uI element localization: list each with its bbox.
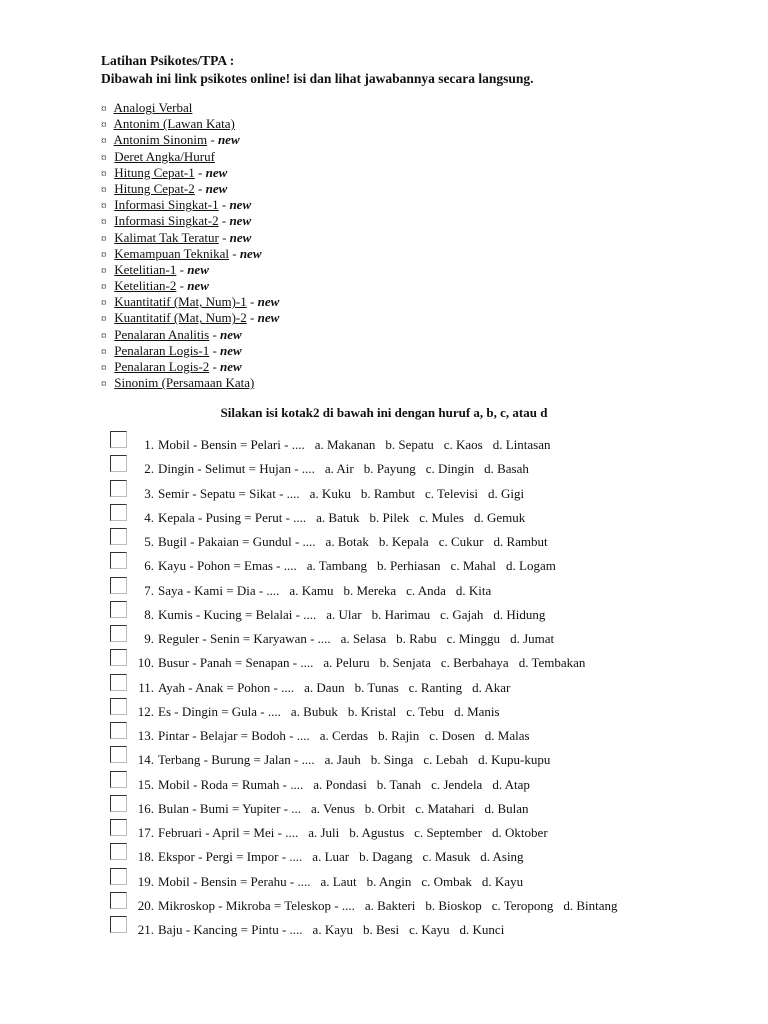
answer-option: a. Air (324, 461, 354, 477)
answer-option: b. Pilek (369, 509, 410, 525)
psikotes-link[interactable]: Hitung Cepat-1 (114, 164, 195, 180)
link-list-item: ¤ Kalimat Tak Teratur - new (101, 229, 252, 245)
answer-option: c. Ranting (408, 679, 463, 695)
question-number: 18. (137, 849, 154, 865)
question-text (134, 511, 525, 525)
answer-option: c. Jendela (431, 776, 483, 792)
psikotes-link[interactable]: Ketelitian-1 (114, 261, 177, 277)
new-badge: new (205, 180, 228, 196)
question-number: 5. (144, 534, 154, 549)
answer-option: d. Kayu (481, 873, 524, 889)
question-statement: Baju - Kancing = Pintu - .... (158, 922, 303, 937)
answer-option: b. Singa (370, 752, 414, 768)
question-text (134, 462, 529, 476)
new-badge: new (229, 197, 252, 213)
answer-option: d. Kita (455, 582, 492, 598)
link-list-item: ¤ Kuantitatif (Mat, Num)-2 - new (101, 310, 280, 326)
link-list-item: ¤ Penalaran Analitis - new (101, 326, 242, 342)
question-statement: Ekspor - Pergi = Impor - .... (158, 849, 303, 865)
answer-option: a. Bubuk (290, 703, 338, 719)
answer-option: c. Gajah (440, 606, 484, 622)
psikotes-link[interactable]: Sinonim (Persamaan Kata) (114, 375, 255, 391)
psikotes-link[interactable]: Antonim (Lawan Kata) (113, 116, 235, 132)
question-number: 4. (144, 509, 154, 525)
answer-option: d. Kunci (459, 922, 505, 937)
link-list-item: ¤ Informasi Singkat-1 - new (101, 197, 252, 213)
question-statement: Bugil - Pakaian = Gundul - .... (158, 534, 316, 549)
answer-option: a. Ular (326, 606, 362, 622)
answer-option: d. Gemuk (474, 509, 526, 525)
answer-option: a. Venus (310, 800, 355, 816)
answer-option: b. Besi (362, 922, 400, 937)
question-statement: Busur - Panah = Senapan - .... (158, 655, 314, 671)
answer-option: a. Batuk (316, 509, 360, 525)
answer-option: a. Tambang (306, 558, 367, 574)
question-text (134, 729, 530, 743)
psikotes-link[interactable]: Informasi Singkat-2 (114, 213, 219, 229)
question-statement: Pintar - Belajar = Bodoh - .... (158, 728, 310, 743)
question-statement: Mobil - Roda = Rumah - .... (158, 776, 304, 792)
answer-option: a. Botak (325, 534, 369, 549)
answer-option: a. Selasa (340, 631, 387, 646)
answer-option: c. Kayu (409, 922, 450, 937)
bullet-icon: ¤ (101, 313, 107, 326)
link-list-item: ¤ Ketelitian-1 - new (101, 261, 209, 277)
new-badge: new (187, 261, 209, 277)
question-statement: Semir - Sepatu = Sikat - .... (158, 485, 300, 501)
question-text (134, 802, 529, 816)
bullet-icon: ¤ (101, 264, 107, 277)
question-text (134, 656, 585, 670)
answer-option: c. Teropong (491, 897, 554, 913)
new-badge: new (187, 278, 209, 294)
bullet-icon: ¤ (101, 103, 107, 115)
psikotes-link[interactable]: Kalimat Tak Teratur (114, 229, 219, 245)
answer-option: a. Luar (312, 849, 350, 865)
question-text (134, 438, 551, 452)
answer-option: a. Pondasi (313, 776, 367, 792)
bullet-icon: ¤ (101, 151, 107, 164)
instruction-text: Silakan isi kotak2 di bawah ini dengan huruf a, b, c, atau d (220, 405, 548, 420)
answer-option: d. Basah (484, 461, 529, 477)
new-badge: new (229, 229, 252, 245)
bullet-icon: ¤ (101, 200, 107, 213)
answer-checkbox[interactable] (110, 431, 127, 448)
answer-option: c. Televisi (425, 485, 479, 501)
psikotes-link[interactable]: Informasi Singkat-1 (114, 197, 219, 213)
question-text (134, 753, 550, 767)
psikotes-link[interactable]: Kuantitatif (Mat, Num)-1 (114, 294, 247, 310)
answer-option: b. Kepala (378, 534, 429, 549)
question-number: 8. (144, 606, 154, 622)
new-badge: new (257, 294, 280, 310)
answer-option: d. Kupu-kupu (478, 752, 551, 768)
question-statement: Februari - April = Mei - .... (158, 825, 299, 840)
new-badge: new (205, 164, 228, 180)
answer-checkbox[interactable] (110, 722, 127, 739)
link-list-item: ¤ Kuantitatif (Mat, Num)-1 - new (101, 294, 280, 310)
answer-option: b. Rambut (360, 485, 415, 501)
bullet-icon: ¤ (101, 362, 107, 374)
question-number: 12. (137, 703, 154, 719)
question-text (134, 584, 491, 598)
question-number: 17. (137, 825, 154, 840)
question-text (134, 487, 524, 501)
answer-checkbox[interactable] (110, 674, 127, 691)
answer-option: b. Bioskop (425, 897, 482, 913)
psikotes-link[interactable]: Analogi Verbal (113, 100, 193, 115)
question-number: 20. (137, 897, 154, 913)
psikotes-link[interactable]: Penalaran Logis-1 (114, 342, 210, 358)
question-statement: Mikroskop - Mikroba = Teleskop - .... (158, 897, 355, 913)
answer-option: d. Tembakan (518, 655, 586, 671)
question-text (134, 899, 618, 913)
answer-option: b. Tanah (376, 776, 422, 792)
question-text (134, 778, 530, 792)
answer-checkbox[interactable] (110, 795, 127, 812)
question-statement: Kumis - Kucing = Belalai - .... (158, 606, 317, 622)
answer-option: d. Jumat (510, 631, 555, 646)
question-text (134, 923, 504, 937)
answer-checkbox[interactable] (110, 868, 127, 885)
answer-option: d. Lintasan (492, 437, 551, 452)
answer-option: c. Masuk (422, 849, 471, 865)
bullet-icon: ¤ (101, 297, 107, 310)
answer-option: d. Malas (484, 728, 530, 743)
answer-option: b. Mereka (343, 582, 397, 598)
bullet-icon: ¤ (101, 216, 107, 229)
question-text (134, 705, 500, 719)
answer-option: a. Kayu (312, 922, 353, 937)
new-badge: new (257, 310, 280, 326)
answer-option: c. Anda (406, 582, 446, 598)
answer-checkbox[interactable] (110, 916, 127, 933)
answer-checkbox[interactable] (110, 455, 127, 472)
new-badge: new (220, 342, 242, 358)
page-subtitle: Dibawah ini link psikotes online! isi dan lihat jawabannya secara langsung. (101, 71, 534, 86)
link-list-item: ¤ Informasi Singkat-2 - new (101, 213, 252, 229)
psikotes-link[interactable]: Deret Angka/Huruf (114, 148, 215, 164)
question-number: 16. (137, 800, 154, 816)
question-statement: Mobil - Bensin = Perahu - .... (158, 873, 311, 889)
answer-option: c. Kaos (443, 437, 483, 452)
question-number: 15. (137, 776, 154, 792)
bullet-icon: ¤ (101, 232, 107, 245)
bullet-icon: ¤ (101, 119, 107, 132)
new-badge: new (220, 359, 242, 374)
answer-option: c. Minggu (446, 631, 501, 646)
answer-checkbox[interactable] (110, 892, 127, 909)
question-number: 14. (137, 752, 154, 768)
link-list-item: ¤ Penalaran Logis-2 - new (101, 359, 242, 374)
new-badge: new (217, 132, 240, 148)
question-number: 13. (137, 728, 154, 743)
question-number: 19. (137, 873, 154, 889)
answer-option: a. Jauh (324, 752, 361, 768)
answer-option: c. Mules (419, 509, 464, 525)
new-badge: new (229, 213, 252, 229)
psikotes-link[interactable]: Hitung Cepat-2 (114, 180, 195, 196)
answer-option: c. Dosen (429, 728, 475, 743)
answer-option: b. Rabu (396, 631, 437, 646)
answer-option: a. Daun (304, 679, 345, 695)
answer-option: d. Atap (492, 776, 530, 792)
bullet-icon: ¤ (101, 329, 107, 342)
link-list-item (101, 375, 721, 391)
question-number: 3. (144, 485, 154, 501)
link-list-item: ¤ Antonim Sinonim - new (101, 132, 240, 148)
question-number: 21. (137, 922, 154, 937)
answer-option: a. Bakteri (364, 897, 416, 913)
question-statement: Dingin - Selimut = Hujan - .... (158, 461, 315, 477)
answer-option: b. Rajin (378, 728, 420, 743)
question-statement: Terbang - Burung = Jalan - .... (158, 752, 315, 768)
answer-checkbox[interactable] (110, 698, 127, 715)
bullet-icon: ¤ (101, 345, 107, 358)
answer-option: d. Manis (454, 703, 500, 719)
answer-option: b. Kristal (347, 703, 397, 719)
question-text (134, 632, 554, 646)
answer-option: d. Bintang (563, 897, 618, 913)
psikotes-link[interactable]: Antonim Sinonim (113, 132, 208, 148)
document-body (101, 52, 721, 391)
answer-checkbox[interactable] (110, 746, 127, 763)
question-number: 11. (138, 679, 154, 695)
answer-checkbox[interactable] (110, 649, 127, 666)
question-statement: Kepala - Pusing = Perut - .... (158, 509, 307, 525)
question-statement: Saya - Kami = Dia - .... (158, 582, 280, 598)
link-list-item: ¤ Hitung Cepat-2 - new (101, 180, 228, 196)
answer-option: d. Bulan (484, 800, 529, 816)
answer-option: b. Payung (363, 461, 416, 477)
answer-option: d. Rambut (493, 534, 548, 549)
answer-checkbox[interactable] (110, 504, 127, 521)
answer-option: a. Juli (308, 825, 340, 840)
answer-checkbox[interactable] (110, 552, 127, 569)
question-text (134, 559, 556, 573)
link-list-item (101, 100, 721, 116)
answer-checkbox[interactable] (110, 601, 127, 618)
bullet-icon: ¤ (101, 281, 107, 294)
answer-checkbox[interactable] (110, 819, 127, 836)
psikotes-link-list (101, 100, 721, 391)
answer-option: b. Perhiasan (377, 558, 441, 574)
answer-option: c. September (414, 825, 483, 840)
answer-option: c. Matahari (415, 800, 475, 816)
answer-option: c. Berbahaya (440, 655, 509, 671)
question-number: 2. (144, 461, 154, 477)
question-number: 9. (144, 631, 154, 646)
answer-option: c. Dingin (425, 461, 475, 477)
bullet-icon: ¤ (101, 167, 107, 180)
question-statement: Ayah - Anak = Pohon - .... (158, 679, 295, 695)
question-statement: Es - Dingin = Gula - .... (158, 703, 281, 719)
answer-checkbox[interactable] (110, 771, 127, 788)
answer-option: a. Kuku (309, 485, 351, 501)
answer-option: a. Makanan (314, 437, 376, 452)
question-number: 6. (144, 558, 154, 574)
answer-option: c. Tebu (406, 703, 445, 719)
answer-option: d. Hidung (493, 606, 546, 622)
question-statement: Kayu - Pohon = Emas - .... (158, 558, 297, 574)
question-text (134, 826, 548, 840)
psikotes-link[interactable]: Kuantitatif (Mat, Num)-2 (114, 310, 247, 326)
answer-checkbox[interactable] (110, 843, 127, 860)
page-title: Latihan Psikotes/TPA : (101, 53, 235, 68)
question-number: 10. (137, 655, 154, 671)
answer-option: d. Gigi (488, 485, 525, 501)
answer-option: a. Kamu (289, 582, 334, 598)
answer-option: b. Harimau (371, 606, 431, 622)
answer-option: b. Orbit (364, 800, 406, 816)
answer-option: a. Peluru (323, 655, 370, 671)
answer-option: b. Angin (366, 873, 412, 889)
answer-checkbox[interactable] (110, 528, 127, 545)
new-badge: new (220, 326, 242, 342)
link-list-item: ¤ Kemampuan Teknikal - new (101, 245, 262, 261)
question-text (134, 850, 524, 864)
answer-option: b. Dagang (359, 849, 413, 865)
answer-option: b. Sepatu (385, 437, 434, 452)
bullet-icon: ¤ (101, 183, 107, 196)
psikotes-link[interactable]: Penalaran Logis-2 (114, 359, 210, 374)
new-badge: new (239, 245, 262, 261)
question-statement: Reguler - Senin = Karyawan - .... (158, 631, 331, 646)
question-number: 1. (144, 437, 154, 452)
answer-option: c. Ombak (421, 873, 472, 889)
psikotes-link[interactable]: Kemampuan Teknikal (114, 245, 229, 261)
answer-option: d. Logam (506, 558, 556, 574)
psikotes-link[interactable]: Ketelitian-2 (114, 278, 177, 294)
answer-option: c. Mahal (450, 558, 497, 574)
answer-checkbox[interactable] (110, 577, 127, 594)
answer-checkbox[interactable] (110, 625, 127, 642)
question-text (134, 681, 510, 695)
question-number: 7. (144, 582, 154, 598)
link-list-item (101, 149, 721, 165)
answer-option: a. Cerdas (319, 728, 369, 743)
answer-option: b. Agustus (349, 825, 405, 840)
answer-option: d. Asing (480, 849, 524, 865)
answer-option: d. Oktober (492, 825, 548, 840)
answer-option: d. Akar (472, 679, 511, 695)
answer-option: b. Senjata (379, 655, 431, 671)
link-list-item: ¤ Penalaran Logis-1 - new (101, 342, 242, 358)
answer-option: c. Lebah (423, 752, 469, 768)
bullet-icon: ¤ (101, 248, 107, 261)
link-list-item: ¤ Hitung Cepat-1 - new (101, 164, 228, 180)
question-text (134, 608, 545, 622)
answer-option: c. Cukur (438, 534, 484, 549)
answer-option: b. Tunas (354, 679, 399, 695)
question-text (134, 875, 523, 889)
link-list-item: ¤ Ketelitian-2 - new (101, 278, 209, 294)
answer-checkbox[interactable] (110, 480, 127, 497)
psikotes-link[interactable]: Penalaran Analitis (114, 326, 210, 342)
question-statement: Bulan - Bumi = Yupiter - ... (158, 800, 301, 816)
bullet-icon: ¤ (101, 135, 107, 148)
answer-option: a. Laut (320, 873, 357, 889)
bullet-icon: ¤ (101, 378, 107, 391)
question-statement: Mobil - Bensin = Pelari - .... (158, 437, 305, 452)
question-text (134, 535, 548, 549)
link-list-item (101, 116, 721, 132)
